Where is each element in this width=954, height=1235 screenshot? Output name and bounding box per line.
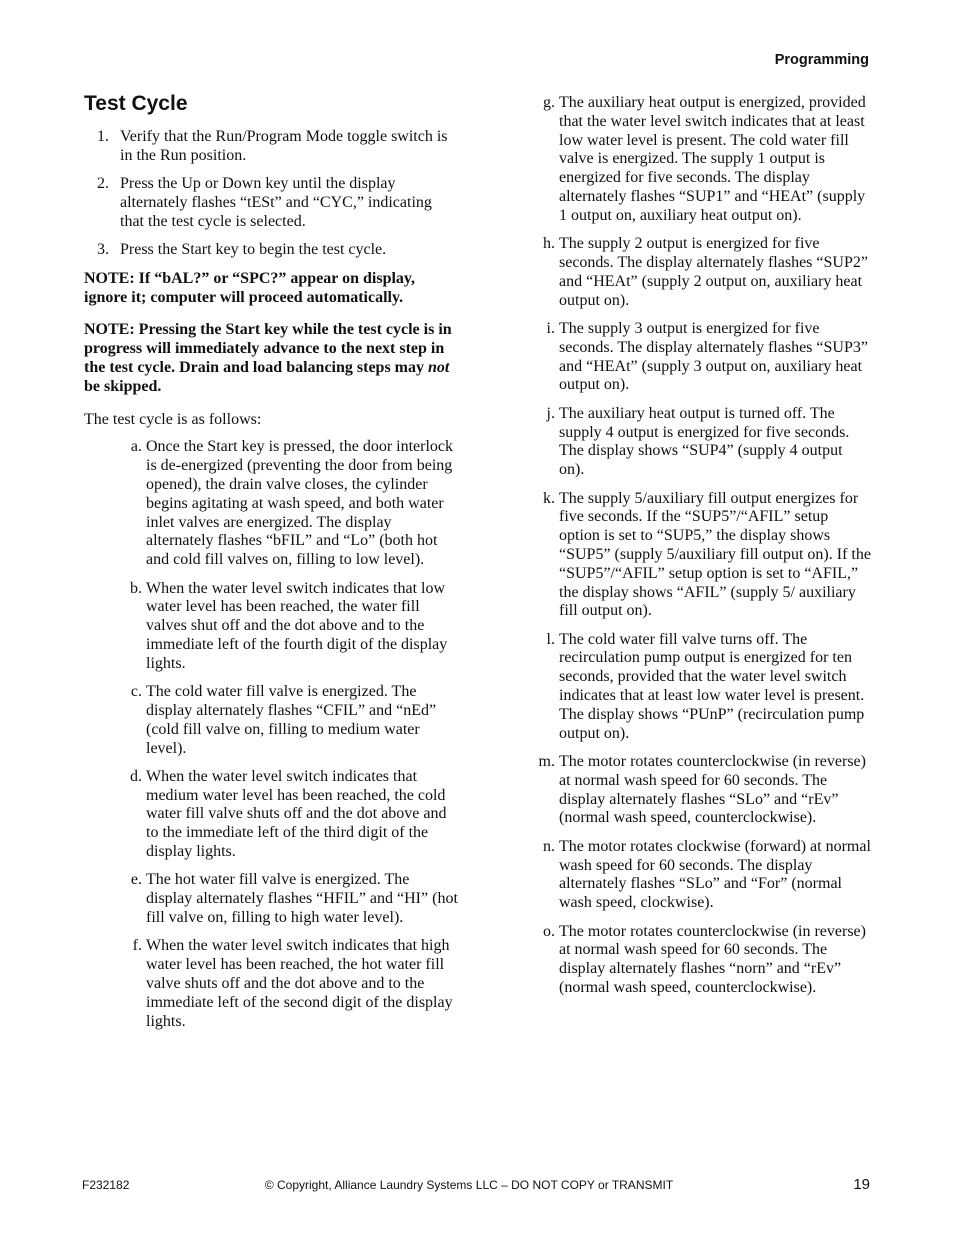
list-item (531, 631, 871, 744)
note-text-end: be skipped. (84, 377, 162, 395)
list-item (531, 838, 871, 913)
step-number: 3. (97, 240, 109, 258)
item-text: The auxiliary heat output is turned off. The supply 4 output is energized for five seconds. The display shows “SUP4” (supply 4 output on). (559, 404, 850, 479)
item-marker: j. (546, 404, 555, 422)
list-item (531, 753, 871, 828)
intro-text: The test cycle is as follows: (84, 410, 262, 428)
list-item (118, 683, 458, 758)
item-marker: e. (130, 871, 142, 889)
note-text: NOTE: Pressing the Start key while the test cycle is in progress will immediately advance to the next step in the test cycle. Drain and load balancing steps may (84, 321, 452, 376)
item-text: When the water level switch indicates that low water level has been reached, the water fill valves shut off and the dot above and to the immediate left of the fourth digit of the display lights. (146, 579, 448, 672)
item-text: The auxiliary heat output is energized, provided that the water level switch indicates that at least low water level is present. The cold water fill valve is energized. The supply 1 output is energized for five seconds. The display alternately flashes “SUP1” and “HEAt” (supply 1 output on, auxiliary heat output on). (559, 94, 866, 224)
item-text: When the water level switch indicates that medium water level has been reached, the cold water fill valve shuts off and the dot above and to the immediate left of the third digit of the display lights. (146, 767, 447, 861)
step-text: Verify that the Run/Program Mode toggle switch is in the Run position. (120, 128, 448, 164)
list-item (118, 580, 458, 674)
item-marker: m. (538, 753, 555, 771)
page-title: Test Cycle (84, 92, 188, 115)
right-column (531, 94, 871, 1007)
item-text: When the water level switch indicates that high water level has been reached, the hot water fill valve shuts off and the dot above and to the immediate left of the second digit of the display lights. (146, 937, 453, 1030)
item-marker: n. (543, 837, 555, 855)
list-item (531, 490, 871, 622)
item-marker: h. (543, 235, 555, 253)
page-number: 19 (853, 1176, 870, 1193)
step-number: 1. (97, 128, 109, 145)
item-marker: c. (130, 683, 142, 701)
item-text: The hot water fill valve is energized. The display alternately flashes “HFIL” and “HI” (hot fill valve on, filling to high water level). (146, 871, 458, 927)
item-marker: i. (546, 319, 555, 337)
list-item (531, 94, 871, 226)
list-item (118, 438, 458, 570)
left-column (84, 92, 458, 1041)
list-item (531, 235, 871, 310)
step-item (84, 175, 458, 231)
item-marker: d. (130, 767, 142, 785)
list-item (118, 768, 458, 862)
item-text: The supply 5/auxiliary fill output energizes for five seconds. If the “SUP5”/“AFIL” setup option is set to “SUP5,” the display shows “SUP5” (supply 5/auxiliary fill output on). If the “SUP5”/“AFIL” setup option is set to “AFIL,” the display shows “AFIL” (supply 5/ auxiliary fill output on). (559, 489, 871, 620)
list-item (118, 937, 458, 1031)
list-item (118, 871, 458, 927)
step-item (84, 128, 458, 166)
step-text: Press the Start key to begin the test cycle. (120, 240, 387, 258)
list-item (531, 320, 871, 395)
copyright-notice: © Copyright, Alliance Laundry Systems LLC – DO NOT COPY or TRANSMIT (264, 1178, 674, 1192)
list-item (531, 923, 871, 998)
note-auto-proceed: NOTE: If “bAL?” or “SPC?” appear on display, ignore it; computer will proceed automatically. (84, 269, 416, 306)
note-emphasis: not (428, 358, 450, 376)
document-code: F232182 (82, 1178, 130, 1192)
section-header: Programming (774, 52, 869, 68)
item-text: The cold water fill valve turns off. The recirculation pump output is energized for ten seconds, provided that the water level switch indicates that at least low water level is present. The display shows “PUnP” (recirculation pump output on). (559, 630, 865, 742)
item-text: The supply 3 output is energized for five seconds. The display alternately flashes “SUP3” and “HEAt” (supply 3 output on, auxiliary heat output on). (559, 319, 868, 394)
item-text: The supply 2 output is energized for five seconds. The display alternately flashes “SUP2” and “HEAt” (supply 2 output on, auxiliary heat output on). (559, 235, 868, 309)
item-text: The motor rotates clockwise (forward) at normal wash speed for 60 seconds. The display alternately flashes “SLo” and “For” (normal wash speed, clockwise). (559, 837, 871, 912)
step-text: Press the Up or Down key until the display alternately flashes “tESt” and “CYC,” indicating that the test cycle is selected. (120, 175, 432, 230)
note-start-key (84, 321, 458, 396)
item-marker: l. (546, 630, 555, 648)
item-marker: o. (543, 922, 555, 940)
item-marker: k. (543, 489, 555, 507)
list-item (531, 405, 871, 480)
item-text: The motor rotates counterclockwise (in reverse) at normal wash speed for 60 seconds. The display alternately flashes “norn” and “rEv” (normal wash speed, counterclockwise). (559, 922, 866, 997)
step-item (84, 241, 458, 260)
item-text: Once the Start key is pressed, the door interlock is de-energized (preventing the door from being opened), the drain valve closes, the cylinder begins agitating at wash speed, and both water inlet valves are energized. The display alternately flashes “bFIL” and “Lo” (both hot and cold fill valves on, filling to low level). (146, 438, 454, 569)
test-cycle-list-left (84, 438, 458, 1031)
item-marker: g. (543, 94, 555, 111)
item-text: The cold water fill valve is energized. The display alternately flashes “CFIL” and “nEd” (cold fill valve on, filling to medium water level). (146, 683, 437, 757)
item-text: The motor rotates counterclockwise (in reverse) at normal wash speed for 60 seconds. The display alternately flashes “SLo” and “rEv” (normal wash speed, counterclockwise). (559, 753, 866, 827)
item-marker: b. (130, 579, 142, 597)
step-number: 2. (97, 175, 109, 193)
item-marker: a. (130, 438, 142, 456)
item-marker: f. (132, 937, 142, 955)
